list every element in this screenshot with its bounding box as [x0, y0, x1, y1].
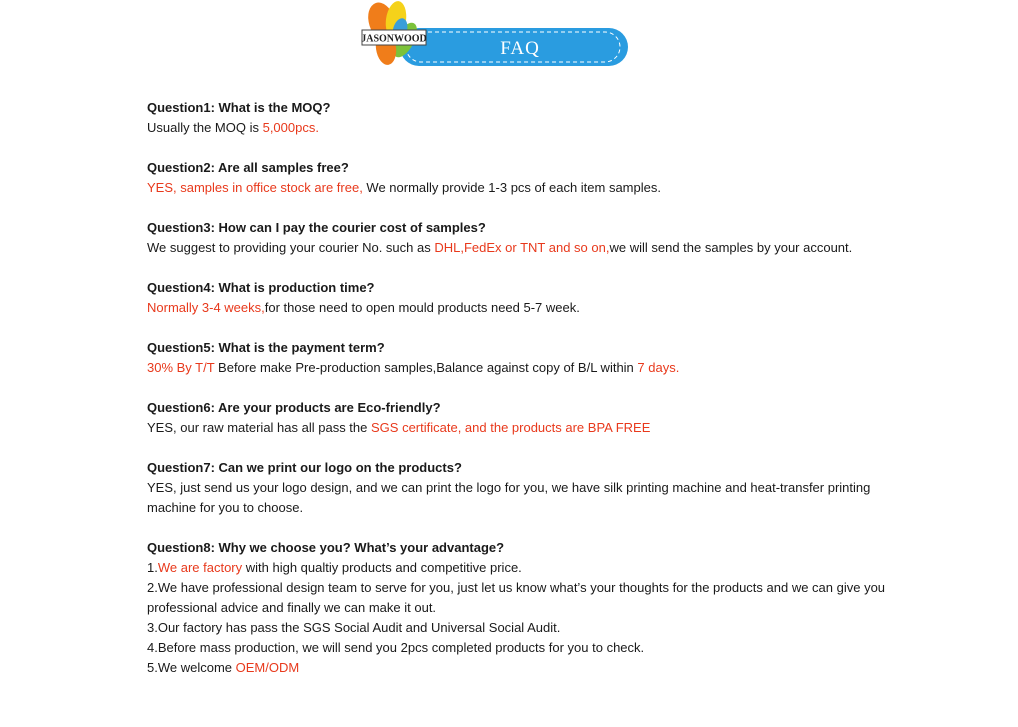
faq-item-6 [147, 398, 887, 438]
faq-answer-line: 3.Our factory has pass the SGS Social Audit and Universal Social Audit. [147, 620, 561, 635]
faq-answer-line: 4.Before mass production, we will send you 2pcs completed products for you to check. [147, 640, 645, 655]
answer-text: with high qualtiy products and competitive price. [242, 560, 522, 575]
answer-text: YES, our raw material has all pass the [147, 420, 371, 435]
faq-answer [147, 178, 887, 198]
answer-highlight: YES, samples in office stock are free, [147, 180, 363, 195]
answer-highlight: OEM/ODM [235, 660, 300, 675]
faq-answer-line [147, 658, 887, 678]
answer-highlight: 7 days. [637, 360, 680, 375]
faq-answer [147, 238, 887, 258]
faq-question: Question5: What is the payment term? [147, 340, 385, 355]
answer-text: Usually the MOQ is [147, 120, 263, 135]
faq-question: Question2: Are all samples free? [147, 160, 349, 175]
faq-item-4 [147, 278, 887, 318]
faq-item-8 [147, 538, 887, 678]
faq-item-3 [147, 218, 887, 258]
faq-item-1 [147, 98, 887, 138]
faq-item-7 [147, 458, 887, 518]
faq-answer [147, 358, 887, 378]
faq-question: Question7: Can we print our logo on the products? [147, 460, 462, 475]
answer-highlight: SGS certificate, and the products are BPA FREE [371, 420, 651, 435]
answer-text: Before make Pre-production samples,Balance against copy of B/L within [214, 360, 638, 375]
faq-item-2 [147, 158, 887, 198]
faq-question: Question1: What is the MOQ? [147, 100, 331, 115]
faq-header-banner [360, 0, 630, 70]
answer-highlight: 5,000pcs. [262, 120, 319, 135]
faq-banner-graphic [360, 0, 630, 70]
faq-question: Question6: Are your products are Eco-friendly? [147, 400, 441, 415]
answer-highlight: We are factory [157, 560, 243, 575]
faq-answer [147, 418, 887, 438]
faq-question: Question8: Why we choose you? What’s your advantage? [147, 540, 505, 555]
answer-text: We suggest to providing your courier No. such as [147, 240, 435, 255]
faq-answer [147, 118, 887, 138]
faq-answer [147, 298, 887, 318]
faq-question: Question4: What is production time? [147, 280, 375, 295]
answer-highlight: 30% By T/T [147, 360, 215, 375]
faq-answer-line: 2.We have professional design team to serve for you, just let us know what’s your thoughts for the products and we can give you professional advice and finally we can make it out. [147, 580, 886, 615]
answer-text: 5.We welcome [147, 660, 236, 675]
answer-text: for those need to open mould products need 5-7 week. [264, 300, 580, 315]
brand-name: JASONWOOD [361, 33, 427, 45]
faq-question: Question3: How can I pay the courier cost of samples? [147, 220, 486, 235]
faq-answer-line [147, 558, 887, 578]
answer-text: we will send the samples by your account. [609, 240, 853, 255]
faq-content [147, 98, 887, 678]
faq-answer: YES, just send us your logo design, and we can print the logo for you, we have silk printing machine and heat-transfer printing machine for you to choose. [147, 480, 871, 515]
answer-highlight: Normally 3-4 weeks, [147, 300, 265, 315]
page-title: FAQ [500, 38, 540, 59]
answer-text: 1. [147, 560, 158, 575]
answer-highlight: DHL,FedEx or TNT and so on, [434, 240, 610, 255]
answer-text: We normally provide 1-3 pcs of each item samples. [362, 180, 661, 195]
faq-item-5 [147, 338, 887, 378]
